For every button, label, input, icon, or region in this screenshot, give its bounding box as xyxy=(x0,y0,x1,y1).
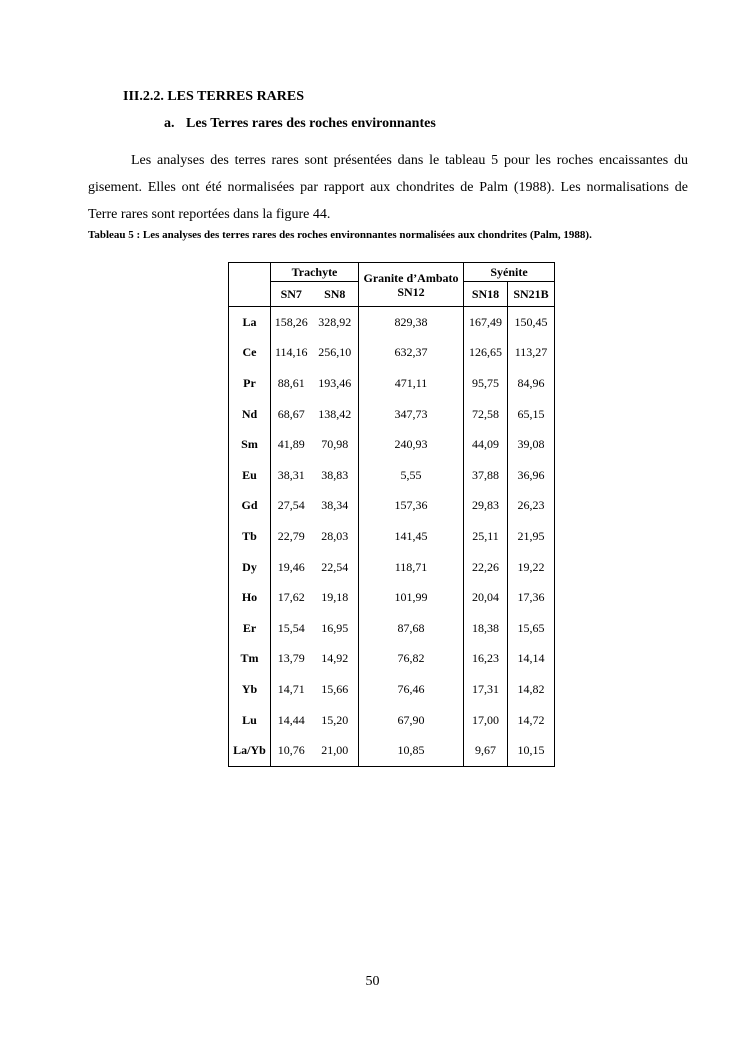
element-cell: Lu xyxy=(229,705,271,736)
sn18-cell: 22,26 xyxy=(464,552,508,583)
sn7-cell: 114,16 xyxy=(274,345,308,360)
sn21b-cell: 150,45 xyxy=(508,307,555,338)
table-row xyxy=(229,613,555,644)
section-heading: III.2.2. LES TERRES RARES xyxy=(123,89,305,104)
sn7-cell: 158,26 xyxy=(271,307,312,338)
element-cell: Gd xyxy=(229,491,271,522)
sn8-cell: 15,20 xyxy=(312,705,359,736)
sn21b-cell: 84,96 xyxy=(508,368,555,399)
sn7-cell: 27,54 xyxy=(277,498,305,513)
sn12-cell: 157,36 xyxy=(359,491,464,522)
element-cell: La xyxy=(229,307,271,338)
subsection-marker: a. xyxy=(164,116,175,131)
sn7-cell: 88,61 xyxy=(277,375,305,390)
sn21b-cell: 14,14 xyxy=(508,644,555,675)
sn21b-cell: 14,82 xyxy=(508,674,555,705)
sn21b-cell: 19,22 xyxy=(508,552,555,583)
column-header-sn8: SN8 xyxy=(312,282,359,307)
sn12-cell: 141,45 xyxy=(359,521,464,552)
sn8-cell: 193,46 xyxy=(312,368,359,399)
group-header-granite xyxy=(359,263,464,307)
sn18-cell: 9,67 xyxy=(464,735,508,766)
sn18-cell: 29,83 xyxy=(464,491,508,522)
sn18-cell: 167,49 xyxy=(464,307,508,338)
sn12-cell: 118,71 xyxy=(359,552,464,583)
subsection-title: Les Terres rares des roches environnantes xyxy=(186,116,436,131)
sn18-cell: 72,58 xyxy=(464,399,508,430)
element-cell: Ce xyxy=(229,338,271,369)
sn18-cell: 25,11 xyxy=(464,521,508,552)
sn8-cell: 21,00 xyxy=(312,735,359,766)
sn7-cell: 10,76 xyxy=(271,735,312,766)
sn7-cell: 38,31 xyxy=(277,467,305,482)
sn7-cell: 68,67 xyxy=(277,406,305,421)
table-row xyxy=(229,429,555,460)
element-cell: Eu xyxy=(229,460,271,491)
sn8-cell: 256,10 xyxy=(312,338,359,369)
sn18-cell: 44,09 xyxy=(464,429,508,460)
element-cell: Ho xyxy=(229,582,271,613)
sn21b-cell: 15,65 xyxy=(508,613,555,644)
sn8-cell: 15,66 xyxy=(312,674,359,705)
sn7-cell: 22,79 xyxy=(277,528,305,543)
table-row xyxy=(229,674,555,705)
sn18-cell: 17,31 xyxy=(464,674,508,705)
table-row xyxy=(229,582,555,613)
sn21b-cell: 113,27 xyxy=(508,338,555,369)
body-paragraph: Les analyses des terres rares sont présentées dans le tableau 5 pour les roches encaissantes du gisement. Elles ont été normalisées par rapport aux chondrites de Palm (1988). Les normalisations de Terre rares sont reportées dans la figure 44. xyxy=(88,153,688,222)
sn21b-cell: 65,15 xyxy=(508,399,555,430)
sn18-cell: 95,75 xyxy=(464,368,508,399)
element-cell: Tb xyxy=(229,521,271,552)
sn18-cell: 126,65 xyxy=(464,338,508,369)
sn18-cell: 16,23 xyxy=(464,644,508,675)
sn12-cell: 5,55 xyxy=(359,460,464,491)
sn21b-cell: 26,23 xyxy=(508,491,555,522)
sn8-cell: 14,92 xyxy=(312,644,359,675)
group-header-trachyte: Trachyte xyxy=(271,263,359,282)
element-cell: Tm xyxy=(229,644,271,675)
table-row xyxy=(229,521,555,552)
sn12-cell: 67,90 xyxy=(359,705,464,736)
table-row xyxy=(229,705,555,736)
sn8-cell: 38,83 xyxy=(312,460,359,491)
sn7-cell: 15,54 xyxy=(277,620,305,635)
sn21b-cell: 21,95 xyxy=(508,521,555,552)
element-cell: Sm xyxy=(229,429,271,460)
sn21b-cell: 39,08 xyxy=(508,429,555,460)
table-row xyxy=(229,735,555,766)
element-cell: Er xyxy=(229,613,271,644)
sn7-cell: 17,62 xyxy=(277,590,305,605)
granite-header-line2: SN12 xyxy=(397,284,425,299)
table-row xyxy=(229,338,555,369)
sn8-cell: 28,03 xyxy=(312,521,359,552)
sn18-cell: 18,38 xyxy=(464,613,508,644)
column-header-sn7: SN7 xyxy=(280,286,302,301)
element-cell: Dy xyxy=(229,552,271,583)
granite-header-line1: Granite d’Ambato xyxy=(363,270,459,285)
sn21b-cell: 14,72 xyxy=(508,705,555,736)
table-row xyxy=(229,307,555,338)
table-row xyxy=(229,644,555,675)
column-header-sn21b: SN21B xyxy=(508,282,555,307)
sn8-cell: 138,42 xyxy=(312,399,359,430)
element-cell: La/Yb xyxy=(229,735,271,766)
sn21b-cell: 17,36 xyxy=(508,582,555,613)
sn12-cell: 10,85 xyxy=(359,735,464,766)
sn12-cell: 87,68 xyxy=(359,613,464,644)
sn7-cell: 13,79 xyxy=(277,651,305,666)
sn8-cell: 19,18 xyxy=(312,582,359,613)
sn8-cell: 16,95 xyxy=(312,613,359,644)
sn7-cell: 41,89 xyxy=(277,437,305,452)
table-row xyxy=(229,368,555,399)
table-row xyxy=(229,552,555,583)
sn12-cell: 76,82 xyxy=(359,644,464,675)
page-number: 50 xyxy=(365,974,380,989)
sn8-cell: 38,34 xyxy=(312,491,359,522)
group-header-syenite: Syénite xyxy=(464,263,555,282)
sn7-cell: 14,44 xyxy=(277,712,305,727)
sn21b-cell: 36,96 xyxy=(508,460,555,491)
column-header-sn18: SN18 xyxy=(464,282,508,307)
sn7-cell: 14,71 xyxy=(277,681,305,696)
sn8-cell: 22,54 xyxy=(312,552,359,583)
element-cell: Nd xyxy=(229,399,271,430)
table-caption: Tableau 5 : Les analyses des terres rares des roches environnantes normalisées aux chondrites (Palm, 1988). xyxy=(88,229,592,241)
sn12-cell: 632,37 xyxy=(359,338,464,369)
sn12-cell: 76,46 xyxy=(359,674,464,705)
sn12-cell: 347,73 xyxy=(359,399,464,430)
sn12-cell: 471,11 xyxy=(359,368,464,399)
sn8-cell: 328,92 xyxy=(312,307,359,338)
sn12-cell: 240,93 xyxy=(359,429,464,460)
sn18-cell: 37,88 xyxy=(464,460,508,491)
sn18-cell: 17,00 xyxy=(464,705,508,736)
table-row xyxy=(229,399,555,430)
element-cell: Pr xyxy=(229,368,271,399)
sn8-cell: 70,98 xyxy=(312,429,359,460)
rare-earth-table xyxy=(228,262,555,767)
sn7-cell: 19,46 xyxy=(277,559,305,574)
sn21b-cell: 10,15 xyxy=(508,735,555,766)
sn18-cell: 20,04 xyxy=(464,582,508,613)
sn12-cell: 101,99 xyxy=(359,582,464,613)
element-cell: Yb xyxy=(229,674,271,705)
corner-cell xyxy=(229,263,271,307)
subsection-heading xyxy=(164,116,436,132)
table-row xyxy=(229,460,555,491)
sn12-cell: 829,38 xyxy=(359,307,464,338)
table-row xyxy=(229,491,555,522)
